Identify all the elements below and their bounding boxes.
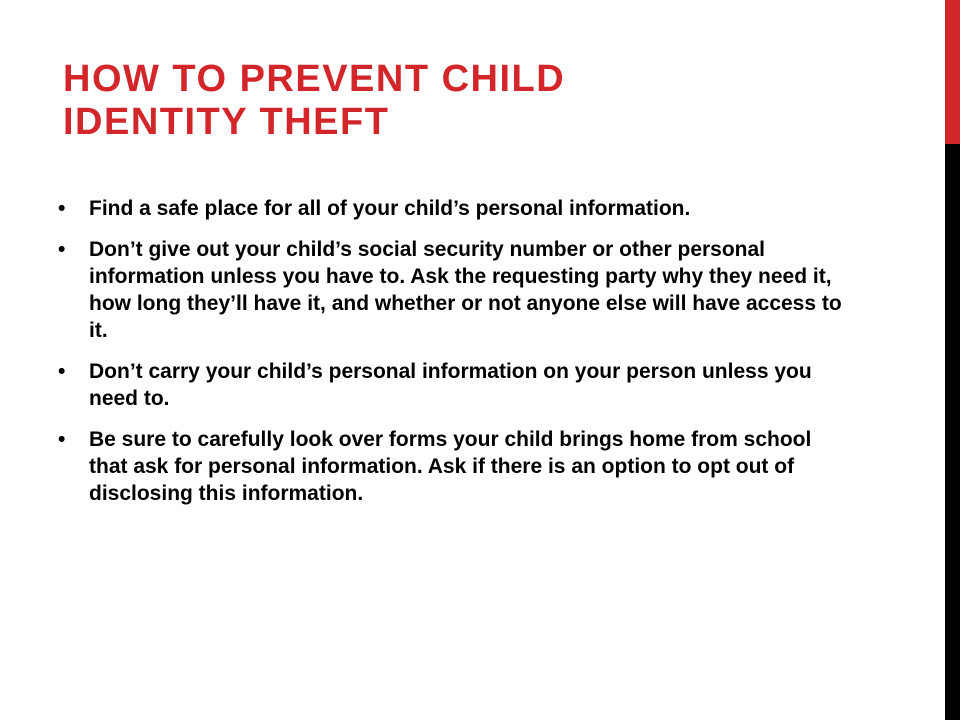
bullet-text: Find a safe place for all of your child’s personal information. [89, 197, 691, 220]
bullet-marker: • [58, 238, 66, 261]
bullet-marker: • [58, 428, 66, 451]
bullet-text: Be sure to carefully look over forms your child brings home from school that ask for personal information. Ask if there is an option to opt out of disclosing this information. [89, 428, 812, 505]
bullet-marker: • [58, 197, 66, 220]
bullet-list [58, 195, 848, 521]
bullet-text: Don’t carry your child’s personal information on your person unless you need to. [89, 360, 812, 410]
bullet-item [58, 195, 848, 222]
slide-title-line-1: HOW TO PREVENT CHILD [63, 58, 566, 100]
slide-title [63, 58, 903, 144]
side-accent-black [945, 144, 960, 720]
side-accent-red [945, 0, 960, 144]
bullet-marker: • [58, 360, 66, 383]
bullet-text: Don’t give out your child’s social security number or other personal information unless you have to. Ask the requesting party why they need it, how long they’ll have it, and whether or not anyone else will have access to it. [89, 238, 842, 342]
side-accent-bar [945, 0, 960, 720]
bullet-item [58, 426, 848, 507]
bullet-item [58, 358, 848, 412]
slide-title-line-2: IDENTITY THEFT [63, 101, 390, 143]
bullet-item [58, 236, 848, 344]
